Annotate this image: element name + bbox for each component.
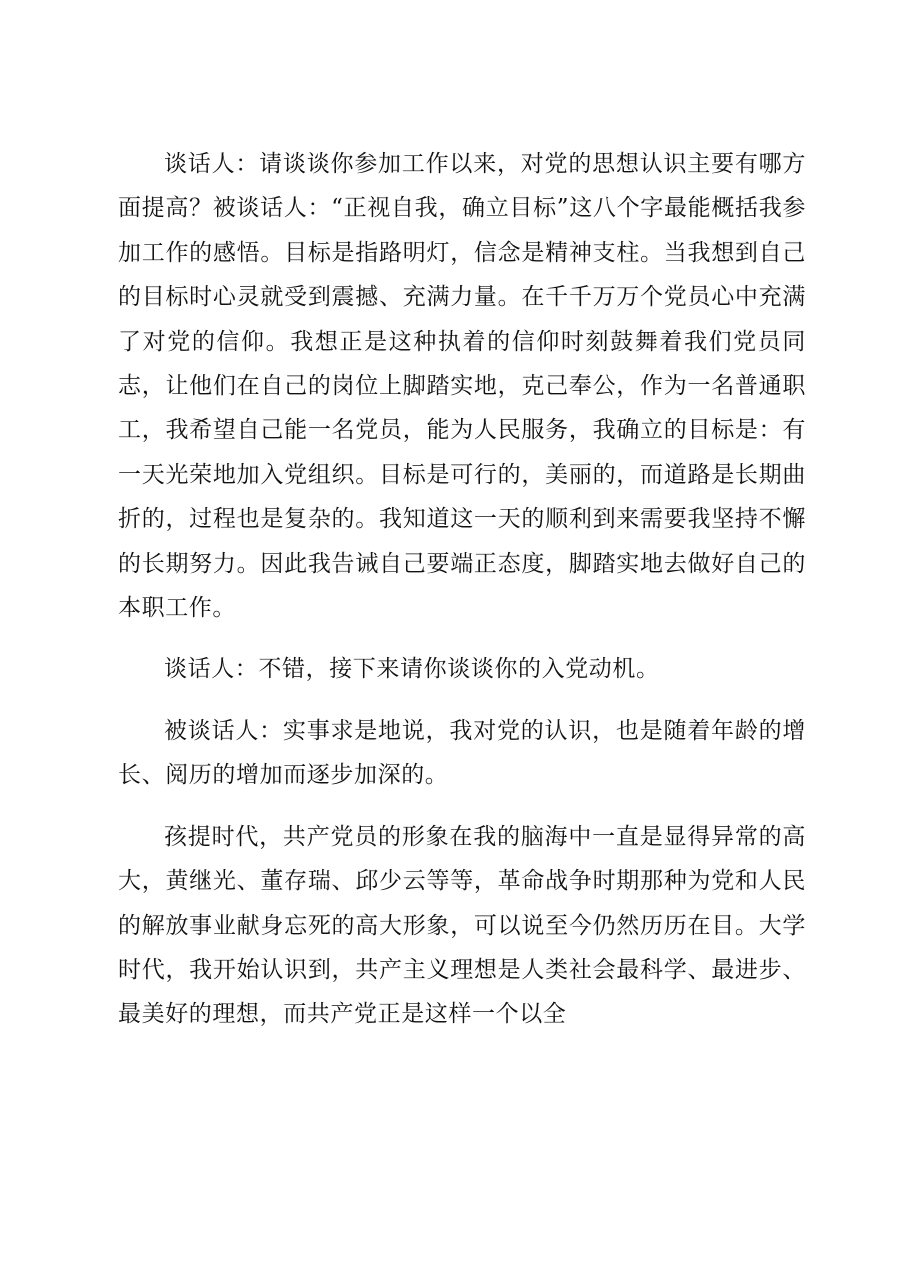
paragraph-childhood: 孩提时代，共产党员的形象在我的脑海中一直是显得异常的高大，黄继光、董存瑞、邱少云等等，革命战争时期那种为党和人民的解放事业献身忘死的高大形象，可以说至今仍然历历在目。大学时代，我开始认识到，共产主义理想是人类社会最科学、最进步、最美好的理想，而共产党正是这样一个以全	[118, 823, 806, 1028]
paragraph-dialogue-1: 谈话人：请谈谈你参加工作以来，对党的思想认识主要有哪方面提高？被谈话人：“正视自我，确立目标”这八个字最能概括我参加工作的感悟。目标是指路明灯，信念是精神支柱。当我想到自己的目标时心灵就受到震撼、充满力量。在千千万万个党员心中充满了对党的信仰。我想正是这种执着的信仰时刻鼓舞着我们党员同志，让他们在自己的岗位上脚踏实地，克己奉公，作为一名普通职工，我希望自己能一名党员，能为人民服务，我确立的目标是：有一天光荣地加入党组织。目标是可行的，美丽的，而道路是长期曲折的，过程也是复杂的。我知道这一天的顺利到来需要我坚持不懈的长期努力。因此我告诫自己要端正态度，脚踏实地去做好自己的本职工作。	[118, 151, 806, 622]
paragraph-dialogue-3: 被谈话人：实事求是地说，我对党的认识，也是随着年龄的增长、阅历的增加而逐步加深的。	[118, 717, 806, 789]
document-page	[118, 142, 806, 1054]
paragraph-dialogue-2: 谈话人：不错，接下来请你谈谈你的入党动机。	[164, 656, 660, 683]
